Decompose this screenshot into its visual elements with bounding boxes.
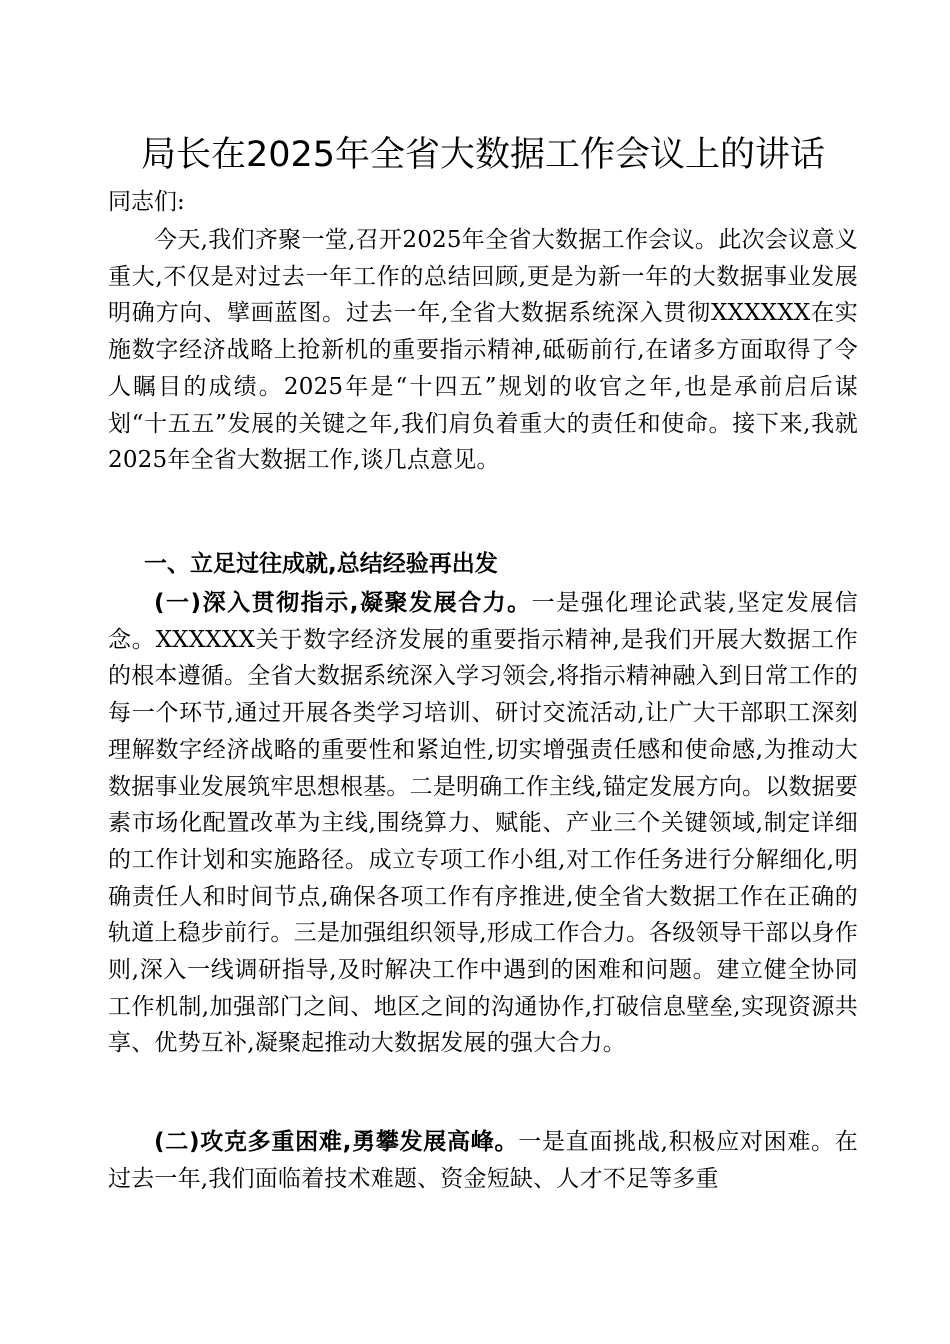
- paragraph-2-body: 一是直面挑战,积极应对困难。在过去一年,我们面临着技术难题、资金短缺、人才不足等多重: [108, 1129, 858, 1192]
- paragraph-1-lead: (一)深入贯彻指示,凝聚发展合力。: [154, 590, 532, 616]
- paragraph-2-lead: (二)攻克多重困难,勇攀发展高峰。: [154, 1129, 519, 1155]
- section-heading-1: 一、立足过往成就,总结经验再出发: [144, 551, 498, 577]
- paragraph-1: [108, 585, 858, 1062]
- document-title: 局长在2025年全省大数据工作会议上的讲话: [140, 135, 826, 175]
- greeting: 同志们:: [108, 189, 185, 215]
- paragraph-2: [108, 1124, 858, 1197]
- paragraph-1-body: 一是强化理论武装,坚定发展信念。XXXXXX关于数字经济发展的重要指示精神,是我们开展大数据工作的根本遵循。全省大数据系统深入学习领会,将指示精神融入到日常工作的每一个环节,通过开展各类学习培训、研讨交流活动,让广大干部职工深刻理解数字经济战略的重要性和紧迫性,切实增强责任感和使命感,为推动大数据事业发展筑牢思想根基。二是明确工作主线,锚定发展方向。以数据要素市场化配置改革为主线,围绕算力、赋能、产业三个关键领域,制定详细的工作计划和实施路径。成立专项工作小组,对工作任务进行分解细化,明确责任人和时间节点,确保各项工作有序推进,使全省大数据工作在正确的轨道上稳步前行。三是加强组织领导,形成工作合力。各级领导干部以身作则,深入一线调研指导,及时解决工作中遇到的困难和问题。建立健全协同工作机制,加强部门之间、地区之间的沟通协作,打破信息壁垒,实现资源共享、优势互补,凝聚起推动大数据发展的强大合力。: [108, 590, 858, 1057]
- intro-paragraph: 今天,我们齐聚一堂,召开2025年全省大数据工作会议。此次会议意义重大,不仅是对过去一年工作的总结回顾,更是为新一年的大数据事业发展明确方向、擘画蓝图。过去一年,全省大数据系统深入贯彻XXXXXX在实施数字经济战略上抢新机的重要指示精神,砥砺前行,在诸多方面取得了令人瞩目的成绩。2025年是“十四五”规划的收官之年,也是承前启后谋划“十五五”发展的关键之年,我们肩负着重大的责任和使命。接下来,我就2025年全省大数据工作,谈几点意见。: [108, 227, 858, 474]
